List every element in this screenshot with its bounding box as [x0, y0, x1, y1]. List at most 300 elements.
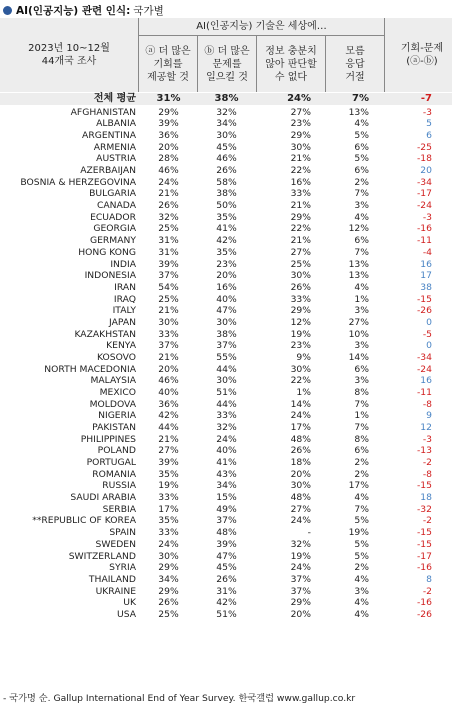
value-dont-know: 12%	[348, 223, 369, 235]
table-row	[0, 364, 452, 376]
value-problem: 46%	[216, 153, 237, 165]
value-problem: 26%	[216, 573, 237, 585]
value-dont-know: 7%	[354, 503, 369, 515]
value-dont-know: 3%	[354, 585, 369, 597]
value-cannot-judge: 18%	[290, 457, 311, 469]
value-cannot-judge: 30%	[290, 480, 311, 492]
country-name: UKRAINE	[95, 585, 136, 597]
value-difference: -16	[416, 562, 432, 574]
value-dont-know: 1%	[354, 410, 369, 422]
value-cannot-judge: 24%	[290, 515, 311, 527]
value-opportunity: 35%	[158, 515, 179, 527]
value-dont-know: 5%	[354, 550, 369, 562]
value-problem: 33%	[216, 410, 237, 422]
value-cannot-judge: 37%	[290, 585, 311, 597]
value-dont-know: 4%	[354, 608, 369, 620]
value-difference: 17	[420, 270, 432, 282]
value-difference: -3	[422, 106, 432, 118]
table-row	[0, 270, 452, 282]
table-row	[0, 562, 452, 574]
value-dont-know: 5%	[354, 130, 369, 142]
value-dont-know: 3%	[354, 200, 369, 212]
value-difference: -3	[422, 433, 432, 445]
value-opportunity: 28%	[158, 153, 179, 165]
value-problem: 30%	[216, 316, 237, 328]
survey-scope: 44개국 조사	[41, 56, 97, 67]
country-name: PORTUGAL	[86, 457, 136, 469]
country-name: KENYA	[106, 340, 136, 352]
value-dont-know: 4%	[354, 573, 369, 585]
value-difference: -11	[416, 235, 432, 247]
title-sub: 국가별	[133, 4, 164, 17]
value-difference: -3	[422, 211, 432, 223]
value-dont-know: 13%	[348, 258, 369, 270]
value-problem: 30%	[216, 130, 237, 142]
value-problem: 40%	[216, 293, 237, 305]
value-dont-know: 6%	[354, 445, 369, 457]
value-difference: 5	[426, 118, 432, 130]
country-name: NORTH MACEDONIA	[44, 363, 136, 375]
value-opportunity: 39%	[158, 118, 179, 130]
value-cannot-judge: 23%	[290, 118, 311, 130]
value-cannot-judge: 30%	[290, 363, 311, 375]
col-header-opportunity	[139, 36, 197, 92]
value-dont-know: 3%	[354, 305, 369, 317]
value-dont-know: 2%	[354, 468, 369, 480]
table-row	[0, 574, 452, 586]
average-a: 31%	[156, 93, 181, 104]
col-d-line2: 응답	[345, 58, 365, 70]
table-row	[0, 142, 452, 154]
value-cannot-judge: 24%	[290, 562, 311, 574]
value-cannot-judge: 19%	[290, 550, 311, 562]
country-name: KOSOVO	[96, 351, 136, 363]
value-difference: -15	[416, 538, 432, 550]
col-e-line1: 기회-문제	[400, 43, 444, 54]
table-row	[0, 282, 452, 294]
country-name: BULGARIA	[89, 188, 136, 200]
survey-period: 2023년 10~12월	[28, 43, 110, 54]
col-c-line3: 수 없다	[274, 71, 308, 83]
country-name: THAILAND	[88, 573, 136, 585]
table-row	[0, 422, 452, 434]
value-dont-know: 8%	[354, 387, 369, 398]
value-opportunity: 17%	[158, 503, 179, 515]
table-row	[0, 153, 452, 165]
table-row	[0, 329, 452, 341]
value-difference: -24	[416, 200, 432, 212]
value-cannot-judge: 22%	[290, 375, 311, 387]
table-row	[0, 551, 452, 563]
average-diff: -7	[420, 93, 432, 104]
country-name: SWITZERLAND	[68, 550, 136, 562]
value-cannot-judge: 27%	[290, 246, 311, 258]
group-underline	[139, 35, 384, 36]
value-difference: 38	[420, 281, 432, 293]
value-difference: -25	[416, 141, 432, 153]
value-difference: -34	[416, 351, 432, 363]
table-row	[0, 259, 452, 271]
table-row	[0, 469, 452, 481]
value-cannot-judge: 20%	[290, 468, 311, 480]
value-opportunity: 39%	[158, 258, 179, 270]
value-opportunity: 31%	[158, 246, 179, 258]
value-problem: 31%	[216, 585, 237, 597]
value-difference: -11	[416, 387, 432, 398]
value-cannot-judge: 37%	[290, 573, 311, 585]
value-opportunity: 30%	[158, 316, 179, 328]
survey-info	[0, 18, 138, 92]
header-divider	[197, 36, 198, 92]
value-cannot-judge: 12%	[290, 316, 311, 328]
header-divider	[325, 36, 326, 92]
value-dont-know: 4%	[354, 597, 369, 609]
value-difference: -34	[416, 176, 432, 188]
value-problem: 49%	[216, 503, 237, 515]
value-opportunity: 35%	[158, 468, 179, 480]
value-opportunity: 36%	[158, 130, 179, 142]
table-row	[0, 515, 452, 527]
value-difference: -24	[416, 363, 432, 375]
value-difference: -5	[422, 328, 432, 340]
value-difference: -26	[416, 608, 432, 620]
value-difference: -13	[416, 445, 432, 457]
country-name: MALAYSIA	[90, 375, 136, 387]
table-row	[0, 294, 452, 306]
table-row	[0, 597, 452, 609]
value-difference: 0	[426, 316, 432, 328]
country-name: ROMANIA	[92, 468, 136, 480]
country-name: MEXICO	[99, 387, 136, 398]
value-problem: 45%	[216, 562, 237, 574]
value-difference: -17	[416, 188, 432, 200]
value-cannot-judge: 23%	[290, 340, 311, 352]
value-cannot-judge: 21%	[290, 200, 311, 212]
value-opportunity: 24%	[158, 176, 179, 188]
value-opportunity: 30%	[158, 550, 179, 562]
country-name: PAKISTAN	[92, 422, 136, 434]
value-problem: 34%	[216, 118, 237, 130]
value-problem: 47%	[216, 550, 237, 562]
value-opportunity: 21%	[158, 433, 179, 445]
table-row	[0, 504, 452, 516]
value-problem: 32%	[216, 422, 237, 434]
table-row	[0, 235, 452, 247]
value-opportunity: 46%	[158, 375, 179, 387]
value-opportunity: 44%	[158, 422, 179, 434]
value-opportunity: 54%	[158, 281, 179, 293]
value-cannot-judge: 9%	[296, 351, 311, 363]
value-dont-know: 3%	[354, 375, 369, 387]
col-a-line1: ⓐ 더 많은	[145, 45, 191, 57]
value-dont-know: 13%	[348, 270, 369, 282]
value-difference: -16	[416, 223, 432, 235]
value-difference: -18	[416, 153, 432, 165]
table-row	[0, 305, 452, 317]
value-dont-know: 2%	[354, 562, 369, 574]
average-label: 전체 평균	[93, 93, 136, 104]
table-row	[0, 247, 452, 259]
value-dont-know: 6%	[354, 141, 369, 153]
value-opportunity: 25%	[158, 608, 179, 620]
footnote: - 국가명 순. Gallup International End of Year Survey. 한국갤럽 www.gallup.co.kr	[3, 693, 356, 704]
average-d: 7%	[352, 93, 369, 104]
value-opportunity: 34%	[158, 573, 179, 585]
value-problem: 24%	[216, 433, 237, 445]
value-opportunity: 37%	[158, 270, 179, 282]
value-difference: -4	[422, 246, 432, 258]
value-opportunity: 21%	[158, 305, 179, 317]
table-row	[0, 480, 452, 492]
group-header: AI(인공지능) 기술은 세상에…	[196, 21, 327, 32]
value-problem: 38%	[216, 328, 237, 340]
value-cannot-judge: 30%	[290, 141, 311, 153]
value-opportunity: 31%	[158, 235, 179, 247]
value-problem: 15%	[216, 492, 237, 504]
value-opportunity: 29%	[158, 562, 179, 574]
country-name: INDONESIA	[84, 270, 136, 282]
col-c-line1: 정보 충분치	[265, 45, 317, 57]
value-difference: -17	[416, 550, 432, 562]
value-cannot-judge: 33%	[290, 293, 311, 305]
value-problem: 51%	[216, 608, 237, 620]
table-row	[0, 445, 452, 457]
value-opportunity: 36%	[158, 398, 179, 410]
value-problem: 26%	[216, 165, 237, 177]
value-cannot-judge: -	[307, 527, 311, 539]
table-row	[0, 177, 452, 189]
value-cannot-judge: 21%	[290, 235, 311, 247]
value-dont-know: 7%	[354, 398, 369, 410]
country-name: BOSNIA & HERZEGOVINA	[20, 176, 136, 188]
value-cannot-judge: 30%	[290, 270, 311, 282]
value-problem: 48%	[216, 527, 237, 539]
value-opportunity: 24%	[158, 538, 179, 550]
table-row	[0, 539, 452, 551]
value-problem: 51%	[216, 387, 237, 398]
value-dont-know: 2%	[354, 176, 369, 188]
value-difference: -15	[416, 293, 432, 305]
col-a-line3: 제공할 것	[147, 71, 189, 83]
country-name: NIGERIA	[98, 410, 136, 422]
table-row	[0, 212, 452, 224]
table-row	[0, 118, 452, 130]
country-name: SERBIA	[102, 503, 136, 515]
value-opportunity: 29%	[158, 585, 179, 597]
value-problem: 40%	[216, 445, 237, 457]
value-cannot-judge: 29%	[290, 130, 311, 142]
table-row	[0, 375, 452, 387]
table-title	[3, 2, 164, 18]
value-problem: 23%	[216, 258, 237, 270]
value-opportunity: 33%	[158, 328, 179, 340]
value-cannot-judge: 21%	[290, 153, 311, 165]
bullet-icon	[3, 6, 12, 15]
table-row	[0, 352, 452, 364]
value-difference: 6	[426, 130, 432, 142]
col-d-line1: 모름	[345, 45, 365, 57]
country-name: RUSSIA	[102, 480, 136, 492]
table-row	[0, 130, 452, 142]
value-difference: 8	[426, 573, 432, 585]
value-dont-know: 2%	[354, 457, 369, 469]
value-problem: 47%	[216, 305, 237, 317]
value-problem: 16%	[216, 281, 237, 293]
country-name: ALBANIA	[96, 118, 136, 130]
value-difference: -15	[416, 480, 432, 492]
value-cannot-judge: 1%	[296, 387, 311, 398]
country-name: SPAIN	[109, 527, 136, 539]
value-opportunity: 20%	[158, 141, 179, 153]
col-b-line1: ⓑ 더 많은	[204, 45, 250, 57]
value-problem: 42%	[216, 235, 237, 247]
value-difference: 16	[420, 375, 432, 387]
value-problem: 35%	[216, 211, 237, 223]
table-row	[0, 223, 452, 235]
country-name: KAZAKHSTAN	[74, 328, 136, 340]
country-name: ITALY	[112, 305, 136, 317]
value-problem: 32%	[216, 106, 237, 118]
col-header-problem	[198, 36, 256, 92]
country-name: JAPAN	[109, 316, 136, 328]
value-opportunity: 42%	[158, 410, 179, 422]
value-problem: 38%	[216, 188, 237, 200]
value-opportunity: 21%	[158, 351, 179, 363]
country-name: ECUADOR	[90, 211, 136, 223]
value-difference: 18	[420, 492, 432, 504]
value-dont-know: 19%	[348, 527, 369, 539]
value-dont-know: 5%	[354, 515, 369, 527]
value-opportunity: 20%	[158, 363, 179, 375]
value-cannot-judge: 29%	[290, 305, 311, 317]
average-c: 24%	[287, 93, 311, 104]
value-difference: -2	[422, 585, 432, 597]
value-dont-know: 4%	[354, 211, 369, 223]
value-problem: 20%	[216, 270, 237, 282]
table-row	[0, 410, 452, 422]
value-opportunity: 33%	[158, 492, 179, 504]
country-name: MOLDOVA	[89, 398, 136, 410]
table-row	[0, 107, 452, 119]
value-dont-know: 8%	[354, 433, 369, 445]
table-row	[0, 317, 452, 329]
value-cannot-judge: 17%	[290, 422, 311, 434]
country-name: AUSTRIA	[96, 153, 136, 165]
value-opportunity: 27%	[158, 445, 179, 457]
value-dont-know: 3%	[354, 340, 369, 352]
value-opportunity: 40%	[158, 387, 179, 398]
table-row	[0, 586, 452, 598]
header-divider	[138, 18, 139, 92]
value-opportunity: 25%	[158, 293, 179, 305]
value-opportunity: 39%	[158, 457, 179, 469]
value-dont-know: 4%	[354, 118, 369, 130]
table-row	[0, 387, 452, 399]
value-cannot-judge: 16%	[290, 176, 311, 188]
value-dont-know: 17%	[348, 480, 369, 492]
average-row	[0, 93, 452, 105]
value-dont-know: 4%	[354, 492, 369, 504]
value-dont-know: 6%	[354, 235, 369, 247]
value-problem: 41%	[216, 223, 237, 235]
value-difference: 20	[420, 165, 432, 177]
value-dont-know: 5%	[354, 538, 369, 550]
average-b: 38%	[214, 93, 239, 104]
value-cannot-judge: 19%	[290, 328, 311, 340]
value-dont-know: 4%	[354, 281, 369, 293]
country-name: AZERBAIJAN	[80, 165, 136, 177]
country-name: POLAND	[97, 445, 136, 457]
table-header	[0, 18, 452, 92]
country-name: CANADA	[96, 200, 136, 212]
value-dont-know: 27%	[348, 316, 369, 328]
value-problem: 39%	[216, 538, 237, 550]
country-name: SAUDI ARABIA	[70, 492, 136, 504]
value-problem: 42%	[216, 597, 237, 609]
country-name: IRAQ	[113, 293, 136, 305]
value-cannot-judge: 27%	[290, 503, 311, 515]
value-problem: 43%	[216, 468, 237, 480]
value-cannot-judge: 29%	[290, 597, 311, 609]
value-problem: 45%	[216, 141, 237, 153]
country-name: UK	[123, 597, 136, 609]
value-cannot-judge: 32%	[290, 538, 311, 550]
value-difference: 9	[426, 410, 432, 422]
value-cannot-judge: 29%	[290, 211, 311, 223]
country-name: GEORGIA	[93, 223, 136, 235]
value-difference: 16	[420, 258, 432, 270]
table-row	[0, 165, 452, 177]
value-opportunity: 29%	[158, 106, 179, 118]
value-cannot-judge: 27%	[290, 106, 311, 118]
country-name: PHILIPPINES	[80, 433, 136, 445]
value-difference: -8	[422, 398, 432, 410]
value-cannot-judge: 48%	[290, 433, 311, 445]
value-dont-know: 1%	[354, 293, 369, 305]
value-dont-know: 13%	[348, 106, 369, 118]
value-cannot-judge: 33%	[290, 188, 311, 200]
value-cannot-judge: 25%	[290, 258, 311, 270]
value-problem: 50%	[216, 200, 237, 212]
col-b-line3: 일으킬 것	[206, 71, 248, 83]
col-e-line2: (ⓐ-ⓑ)	[406, 56, 438, 67]
value-difference: -2	[422, 515, 432, 527]
table-row	[0, 434, 452, 446]
country-name: AFGHANISTAN	[70, 106, 136, 118]
value-opportunity: 26%	[158, 200, 179, 212]
header-divider	[384, 18, 385, 92]
value-dont-know: 7%	[354, 246, 369, 258]
value-cannot-judge: 24%	[290, 410, 311, 422]
value-difference: 12	[420, 422, 432, 434]
value-dont-know: 6%	[354, 165, 369, 177]
table-row	[0, 527, 452, 539]
value-dont-know: 7%	[354, 188, 369, 200]
value-opportunity: 32%	[158, 211, 179, 223]
country-name: USA	[116, 608, 136, 620]
value-opportunity: 21%	[158, 188, 179, 200]
country-name: HONG KONG	[78, 246, 136, 258]
value-problem: 41%	[216, 457, 237, 469]
value-cannot-judge: 20%	[290, 608, 311, 620]
value-problem: 37%	[216, 340, 237, 352]
value-dont-know: 6%	[354, 363, 369, 375]
value-opportunity: 26%	[158, 597, 179, 609]
value-cannot-judge: 14%	[290, 398, 311, 410]
value-difference: 0	[426, 340, 432, 352]
value-problem: 55%	[216, 351, 237, 363]
title-main: AI(인공지능) 관련 인식:	[16, 4, 131, 17]
